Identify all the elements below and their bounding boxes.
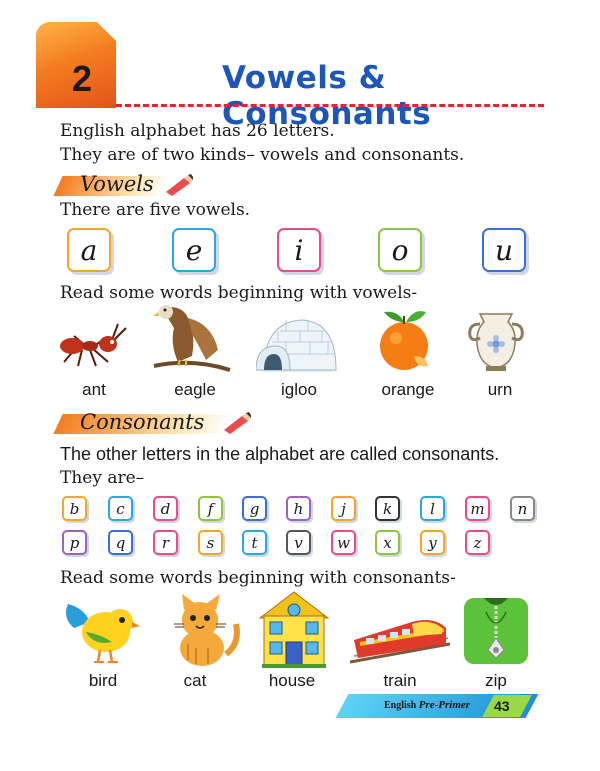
word-zip: zip xyxy=(485,671,507,690)
vowel-e: e xyxy=(172,228,216,272)
house-illustration xyxy=(254,588,334,668)
consonant-n: n xyxy=(510,496,535,521)
consonant-y: y xyxy=(420,530,445,555)
vowel-i: i xyxy=(277,228,321,272)
vowel-o: o xyxy=(378,228,422,272)
zip-illustration xyxy=(464,598,528,664)
consonant-s: s xyxy=(198,530,223,555)
consonant-words-intro: Read some words beginning with consonants- xyxy=(60,568,456,588)
consonants-heading-label: Consonants xyxy=(80,410,205,434)
footer-book-title xyxy=(384,699,470,711)
word-orange: orange xyxy=(381,380,435,399)
word-bird: bird xyxy=(88,671,118,690)
title-divider xyxy=(116,104,544,107)
pencil-icon xyxy=(222,412,254,434)
orange-illustration xyxy=(370,306,440,372)
ant-illustration xyxy=(56,318,132,370)
chapter-number: 2 xyxy=(72,58,93,99)
consonant-g: g xyxy=(242,496,267,521)
consonant-d: d xyxy=(153,496,178,521)
consonant-x: x xyxy=(375,530,400,555)
vowel-u: u xyxy=(482,228,526,272)
vowel-words-intro: Read some words beginning with vowels- xyxy=(60,283,418,303)
intro-line-2: They are of two kinds– vowels and consonants. xyxy=(60,145,465,165)
consonant-k: k xyxy=(375,496,400,521)
vowel-a: a xyxy=(67,228,111,272)
consonant-p: p xyxy=(62,530,87,555)
igloo-illustration xyxy=(256,314,340,372)
vowels-heading xyxy=(58,172,198,200)
bird-illustration xyxy=(60,598,142,666)
consonant-f: f xyxy=(198,496,223,521)
page-title: Vowels & Consonants xyxy=(222,60,432,132)
consonants-text-1: The other letters in the alphabet are called consonants. xyxy=(60,444,500,464)
consonant-v: v xyxy=(286,530,311,555)
page-number: 43 xyxy=(494,698,510,714)
footer-book-name: Pre-Primer xyxy=(418,699,471,711)
consonants-text-2: They are– xyxy=(60,468,145,488)
word-eagle: eagle xyxy=(174,380,216,399)
consonant-q: q xyxy=(108,530,133,555)
consonant-c: c xyxy=(108,496,133,521)
word-house: house xyxy=(268,671,316,690)
consonant-m: m xyxy=(465,496,490,521)
train-illustration xyxy=(350,600,450,666)
consonants-heading xyxy=(58,410,258,438)
word-urn: urn xyxy=(487,380,513,399)
consonant-j: j xyxy=(331,496,356,521)
word-igloo: igloo xyxy=(281,380,317,399)
consonant-z: z xyxy=(465,530,490,555)
footer-book-prefix: English xyxy=(384,700,417,711)
consonant-r: r xyxy=(153,530,178,555)
cat-illustration xyxy=(166,594,242,668)
vowels-heading-label: Vowels xyxy=(80,172,154,196)
consonant-l: l xyxy=(420,496,445,521)
consonant-w: w xyxy=(331,530,356,555)
consonant-h: h xyxy=(286,496,311,521)
eagle-illustration xyxy=(152,304,232,374)
word-cat: cat xyxy=(183,671,207,690)
word-ant: ant xyxy=(82,380,106,399)
word-train: train xyxy=(383,671,417,690)
consonant-b: b xyxy=(62,496,87,521)
vowels-text: There are five vowels. xyxy=(60,200,251,220)
consonant-t: t xyxy=(242,530,267,555)
intro-line-1: English alphabet has 26 letters. xyxy=(60,121,335,141)
pencil-icon xyxy=(164,174,196,196)
urn-illustration xyxy=(466,310,526,372)
